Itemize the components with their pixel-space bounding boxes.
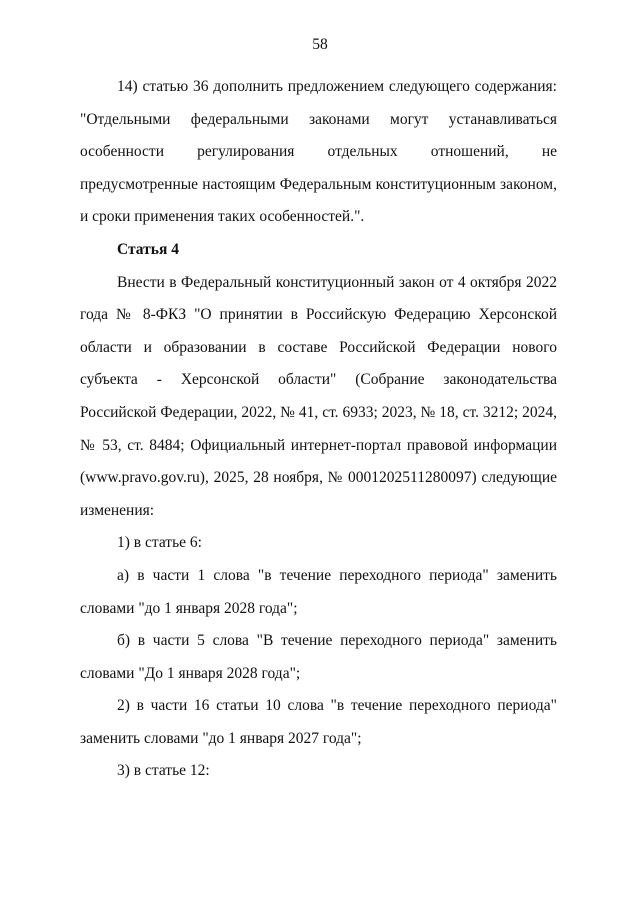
paragraph-item-1a: а) в части 1 слова "в течение переходного периода" заменить словами "до 1 января 2028 года";	[80, 566, 557, 617]
paragraph-item-3: 3) в статье 12:	[117, 762, 210, 780]
paragraph-item-2: 2) в части 16 статьи 10 слова "в течение переходного периода" заменить словами "до 1 января 2027 года";	[80, 697, 557, 747]
paragraph-article-36-amendment: 14) статью 36 дополнить предложением следующего содержания: "Отдельными федеральными законами могут устанавливаться особенности регулирования отдельных отношений, не предусмотренные настоящим Федеральным конституционным законом, и сроки применения таких особенностей.".	[80, 78, 557, 226]
page-number: 58	[312, 36, 328, 53]
paragraph-item-1: 1) в статье 6:	[117, 534, 202, 552]
paragraph-article-4-intro: Внести в Федеральный конституционный закон от 4 октября 2022 года № 8-ФКЗ "О принятии в Российскую Федерацию Херсонской области и образовании в составе Российской Федерации нового субъекта - Херсонской области" (Собрание законодательства Российской Федерации, 2022, № 41, ст. 6933; 2023, № 18, ст. 3212; 2024, № 53, ст. 8484; Официальный интернет-портал правовой информации (www.pravo.gov.ru), 2025, 28 ноября, № 0001202511280097) следующие изменения:	[80, 273, 557, 519]
article-heading: Статья 4	[117, 240, 179, 258]
document-body	[80, 71, 557, 788]
paragraph-item-1b: б) в части 5 слова "В течение переходного периода" заменить словами "До 1 января 2028 года";	[80, 632, 557, 682]
